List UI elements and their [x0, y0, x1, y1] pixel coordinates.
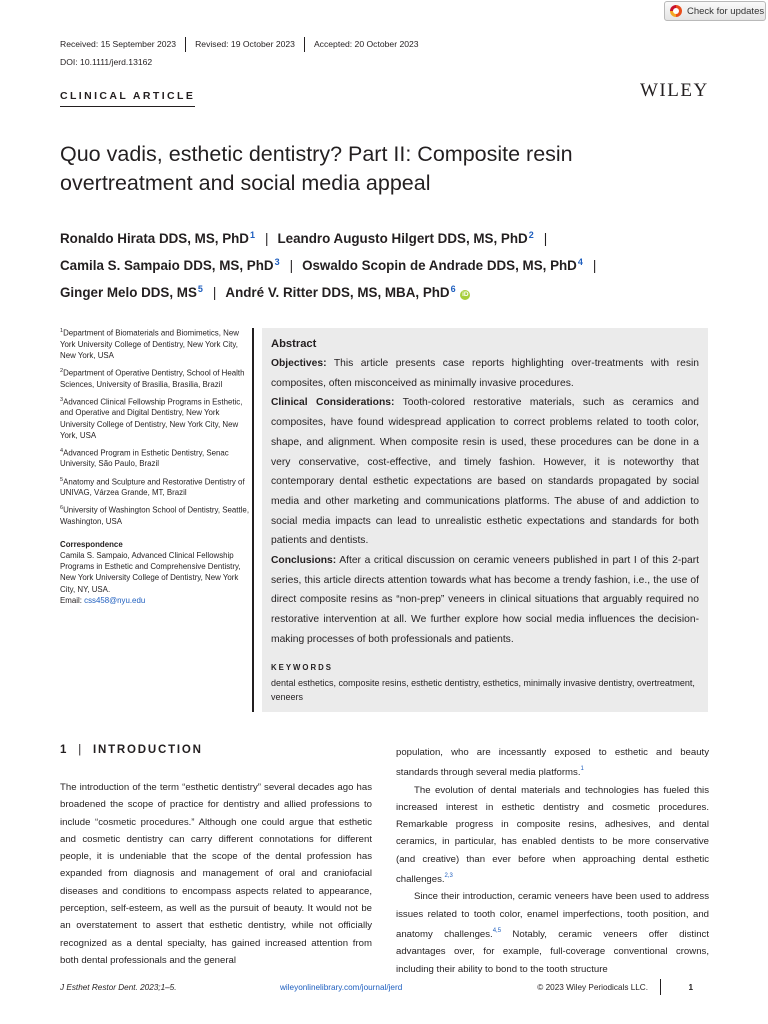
citation-link[interactable]: 2,3 [444, 873, 453, 880]
citation-link[interactable]: 4,5 [492, 927, 502, 934]
affiliation: $^5$Anatomy and Sculpture and Restorative Dentistry of UNIVAG, Várzea Grande, MT, Brazil [60, 476, 245, 498]
received-date: Received: 15 September 2023 [60, 39, 177, 49]
check-for-updates-button[interactable] [664, 1, 766, 21]
affiliation: $^2$Department of Operative Dentistry, School of Health Sciences, University of Brasilia, Brasilia, Brazil [60, 367, 245, 389]
article-type: CLINICAL ARTICLE [60, 90, 195, 107]
author[interactable]: Ginger Melo DDS, $MS^5$ [60, 283, 203, 301]
article-dates [60, 39, 428, 52]
date-divider [185, 37, 186, 52]
page-footer [60, 979, 710, 995]
citation-link[interactable]: 1 [580, 766, 584, 773]
paragraph: population, who are incessantly exposed to esthetic and beauty standards through several media platforms.$^1$ [396, 747, 709, 779]
journal-citation: J Esthet Restor Dent. 2023;1–5. [60, 982, 177, 992]
publisher-logo: WILEY [640, 80, 709, 101]
affiliation: $^1$Department of Biomaterials and Biomimetics, New York University College of Dentistry, New York City, New York, USA [60, 328, 239, 360]
abstract-objectives: Objectives: This article presents case reports highlighting over-treatments with resin composites, often misconceived as minimally invasive procedures. [271, 358, 699, 389]
affiliations [60, 326, 250, 611]
author[interactable]: Ronaldo Hirata DDS, MS, PhD$^1$ [60, 230, 255, 247]
crossmark-icon [670, 5, 682, 17]
author-list: Ronaldo Hirata DDS, MS, PhD$^1$ | Leandro Augusto Hilgert DDS, MS, PhD$^2$ | Camila S. Sampaio DDS, MS, PhD$^3$ | Oswaldo Scopin de Andrade DDS, MS, PhD$^4$ | Ginger Melo DDS, $MS^5$ | André V. Ritter DDS, MS, MBA, PhD$^6$ iD [60, 230, 597, 301]
journal-url-link[interactable]: wileyonlinelibrary.com/journal/jerd [280, 982, 403, 992]
check-for-updates-label: Check for updates [687, 5, 765, 17]
abstract-conclusions: Conclusions: After a critical discussion on ceramic veneers published in part I of this 2-part series, this article directs attention towards what has become a trendy fashion, i.e., the use of direct composite resins as “non-prep” veneers in clinical situations that arguably required no restorative intervention at all. We further explore how social media influences the decision-making processes of both professionals and patients. [271, 555, 699, 645]
paragraph: The evolution of dental materials and technologies has fueled this increased interest in esthetic dentistry and cosmetic procedures. Remarkable progress in composite resins, adhesives, and dental ceramics, in particular, has enabled dentists to be more conservative (and creative) than ever before when approaching dental esthetic challenges.$^{2,3}$ [396, 784, 709, 886]
correspondence-heading: Correspondence [60, 540, 123, 550]
footer-divider [660, 979, 661, 995]
article-title: Quo vadis, esthetic dentistry? Part II: Composite resin overtreatment and social media appeal [60, 142, 573, 195]
affiliation: $^6$University of Washington School of Dentistry, Seattle, Washington, USA [60, 505, 250, 527]
abstract-clinical: Clinical Considerations: Tooth-colored restorative materials, such as ceramics and composites, have found widespread application to correct problems related to tooth color, shape, and alignment. When composite resin is used, these procedures can be done in a very conservative, cost-effective, and timely fashion. However, it is noteworthy that contemporary dental esthetic expectations are based on standards propagated by social media and other marketing and communications platforms. The abuse of and addiction to social media impacts can lead to unrealistic esthetic expectations and standards for both patients and dentists. [271, 397, 699, 547]
keywords-heading: KEYWORDS [271, 662, 333, 672]
page-number: 1 [688, 982, 693, 992]
revised-date: Revised: 19 October 2023 [195, 39, 295, 49]
correspondence-text: Camila S. Sampaio, Advanced Clinical Fellowship Programs in Esthetic and Comprehensive Dentistry, New York University College of Dentistry, New York City, NY, USA. Email: css458@nyu.edu [60, 551, 241, 605]
author[interactable]: André V. Ritter DDS, MS, MBA, PhD$^6$ [225, 283, 456, 301]
body-column-left [60, 779, 372, 969]
abstract-divider [252, 328, 254, 712]
author[interactable]: Camila S. Sampaio DDS, MS, PhD$^3$ [60, 256, 280, 274]
correspondence-email-link[interactable]: css458@nyu.edu [84, 595, 146, 605]
copyright: © 2023 Wiley Periodicals LLC. [537, 982, 648, 992]
body-column-right [396, 744, 709, 978]
date-divider [304, 37, 305, 52]
section-heading: 1 | INTRODUCTION [60, 744, 203, 756]
author[interactable]: Oswaldo Scopin de Andrade DDS, MS, PhD$^4$ [302, 256, 583, 274]
doi: DOI: 10.1111/jerd.13162 [60, 57, 153, 67]
accepted-date: Accepted: 20 October 2023 [313, 39, 419, 49]
keywords: dental esthetics, composite resins, esthetic dentistry, esthetics, minimally invasive dentistry, overtreatment, veneers [271, 677, 695, 702]
affiliation: $^3$Advanced Clinical Fellowship Programs in Esthetic, and Operative and Digital Dentistry, New York University College of Dentistry, New York City, New York, USA [60, 396, 243, 440]
abstract-box [262, 328, 708, 712]
author[interactable]: Leandro Augusto Hilgert DDS, MS, PhD$^2$ [277, 230, 534, 247]
paragraph: The introduction of the term “esthetic dentistry” several decades ago has broadened the scope of practice for dentistry and allied professions to include “cosmetic procedures.” Although one could argue that esthetic and cosmetic dentistry can carry different connotations for different people, it is undeniable that the scope of the dental profession has expanded from diagnosis and management of oral and craniofacial diseases and conditions to encompass aspects related to appearance, perception, self-esteem, as well as the pursuit of beauty. It would not be an overstatement to assert that esthetic dentistry, while not officially recognized as a dental specialty, has gained increased attention from both dental professionals and the general [60, 782, 372, 966]
paragraph: Since their introduction, ceramic veneers have been used to address issues related to tooth color, enamel imperfections, tooth position, and anatomy challenges.$^{4,5}$ Notably, ceramic veneers offer distinct advantages over, for example, full-coverage conventional crowns, including their ability to bond to the tooth structure [396, 891, 710, 975]
orcid-icon[interactable]: iD [462, 291, 469, 299]
affiliation: $^4$Advanced Program in Esthetic Dentistry, Senac University, São Paulo, Brazil [60, 447, 229, 469]
abstract-heading: Abstract [271, 338, 317, 350]
